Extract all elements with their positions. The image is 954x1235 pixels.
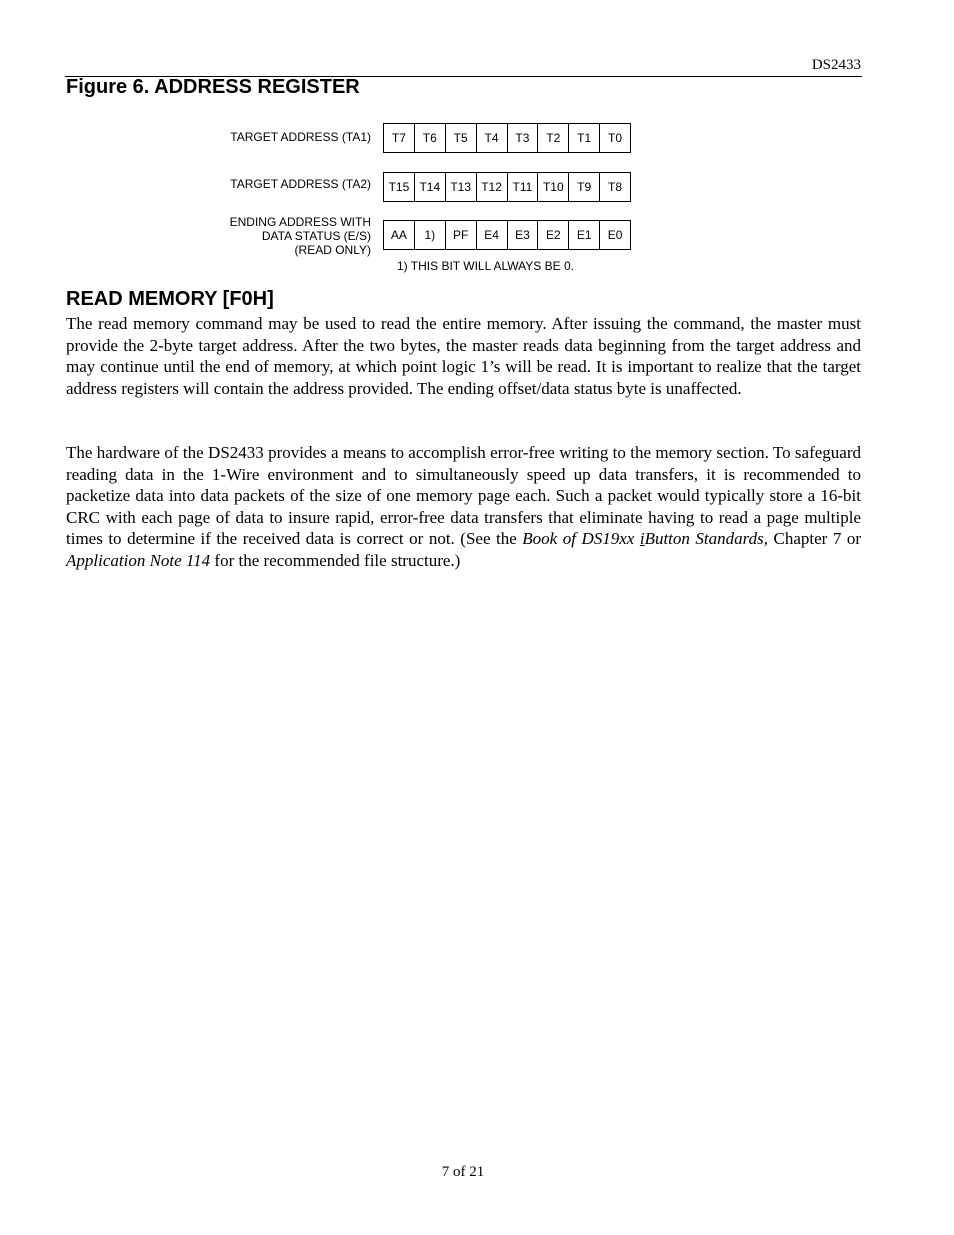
paragraph-read-memory: The read memory command may be used to read the entire memory. After issuing the command, the master must provide the 2-byte target address. After the two bytes, the master reads data beginning from the target address and may continue until the end of memory, at which point logic 1’s will be read. It is important to realize that the target address registers will contain the address provided. The ending offset/data status byte is unaffected.: [66, 314, 861, 398]
figure-footnote: 1) THIS BIT WILL ALWAYS BE 0.: [397, 259, 574, 273]
register-bit-cell: PF: [445, 221, 476, 249]
register-bit-cell: T5: [445, 124, 476, 152]
register-row-ta1: [383, 123, 631, 153]
register-bit-cell: T14: [414, 173, 445, 201]
register-bit-cell: T10: [537, 173, 568, 201]
register-bit-cell: T3: [507, 124, 538, 152]
section-title: READ MEMORY [F0H]: [66, 288, 274, 310]
figure-title: Figure 6. ADDRESS REGISTER: [66, 76, 360, 98]
register-bit-cell: E2: [537, 221, 568, 249]
paragraph-hardware: [66, 442, 861, 572]
register-bit-cell: T6: [414, 124, 445, 152]
book-title-ibutton-i: i: [639, 529, 645, 549]
app-note-title: Application Note 114: [66, 550, 211, 570]
register-bit-cell: 1): [414, 221, 445, 249]
register-bit-cell: T2: [537, 124, 568, 152]
register-bit-cell: T11: [507, 173, 538, 201]
register-row-ta2: [383, 172, 631, 202]
paragraph-text: The hardware of the DS2433 provides a means to accomplish error-free writing to the memory section. To safeguard reading data in the 1-Wire environment and to simultaneously speed up data transfers, it is recommended to packetize data into data packets of the size of one memory page each. Such a packet would typically store a 16-bit CRC with each page of data to insure rapid, error-free data transfers that eliminate having to read a page multiple times to determine if the received data is correct or not. (See the: [66, 443, 861, 549]
register-bit-cell: T13: [445, 173, 476, 201]
register-bit-cell: T12: [476, 173, 507, 201]
book-title: [522, 529, 763, 548]
register-bit-cell: T1: [568, 124, 599, 152]
register-bit-cell: E4: [476, 221, 507, 249]
register-label-es: [230, 215, 371, 257]
book-title-part: Book of DS19xx: [522, 529, 640, 549]
register-bit-cell: T8: [599, 173, 630, 201]
register-label-line: TARGET ADDRESS (TA1): [230, 130, 371, 144]
register-bit-cell: T0: [599, 124, 630, 152]
paragraph-text: , Chapter 7 or: [763, 529, 861, 549]
register-label-line: (READ ONLY): [294, 243, 371, 257]
register-label-ta2: [230, 177, 371, 191]
register-bit-cell: T7: [391, 131, 406, 145]
register-bit-cell: E0: [599, 221, 630, 249]
register-bit-cell: E1: [568, 221, 599, 249]
register-row-es: [383, 220, 631, 250]
register-label-line: DATA STATUS (E/S): [261, 229, 371, 243]
book-title-part: Button Standards: [644, 529, 764, 549]
paragraph-text: for the recommended file structure.): [210, 550, 461, 570]
register-label-ta1: [230, 130, 371, 144]
header-doc-id: DS2433: [811, 57, 861, 73]
page-number: 7 of 21: [441, 1164, 485, 1180]
register-bit-cell: T9: [568, 173, 599, 201]
register-bit-cell: AA: [390, 228, 407, 242]
register-bit-cell: E3: [507, 221, 538, 249]
register-label-line: TARGET ADDRESS (TA2): [230, 177, 371, 191]
register-label-line: ENDING ADDRESS WITH: [229, 215, 371, 229]
register-bit-cell: T15: [388, 180, 410, 194]
register-bit-cell: T4: [476, 124, 507, 152]
